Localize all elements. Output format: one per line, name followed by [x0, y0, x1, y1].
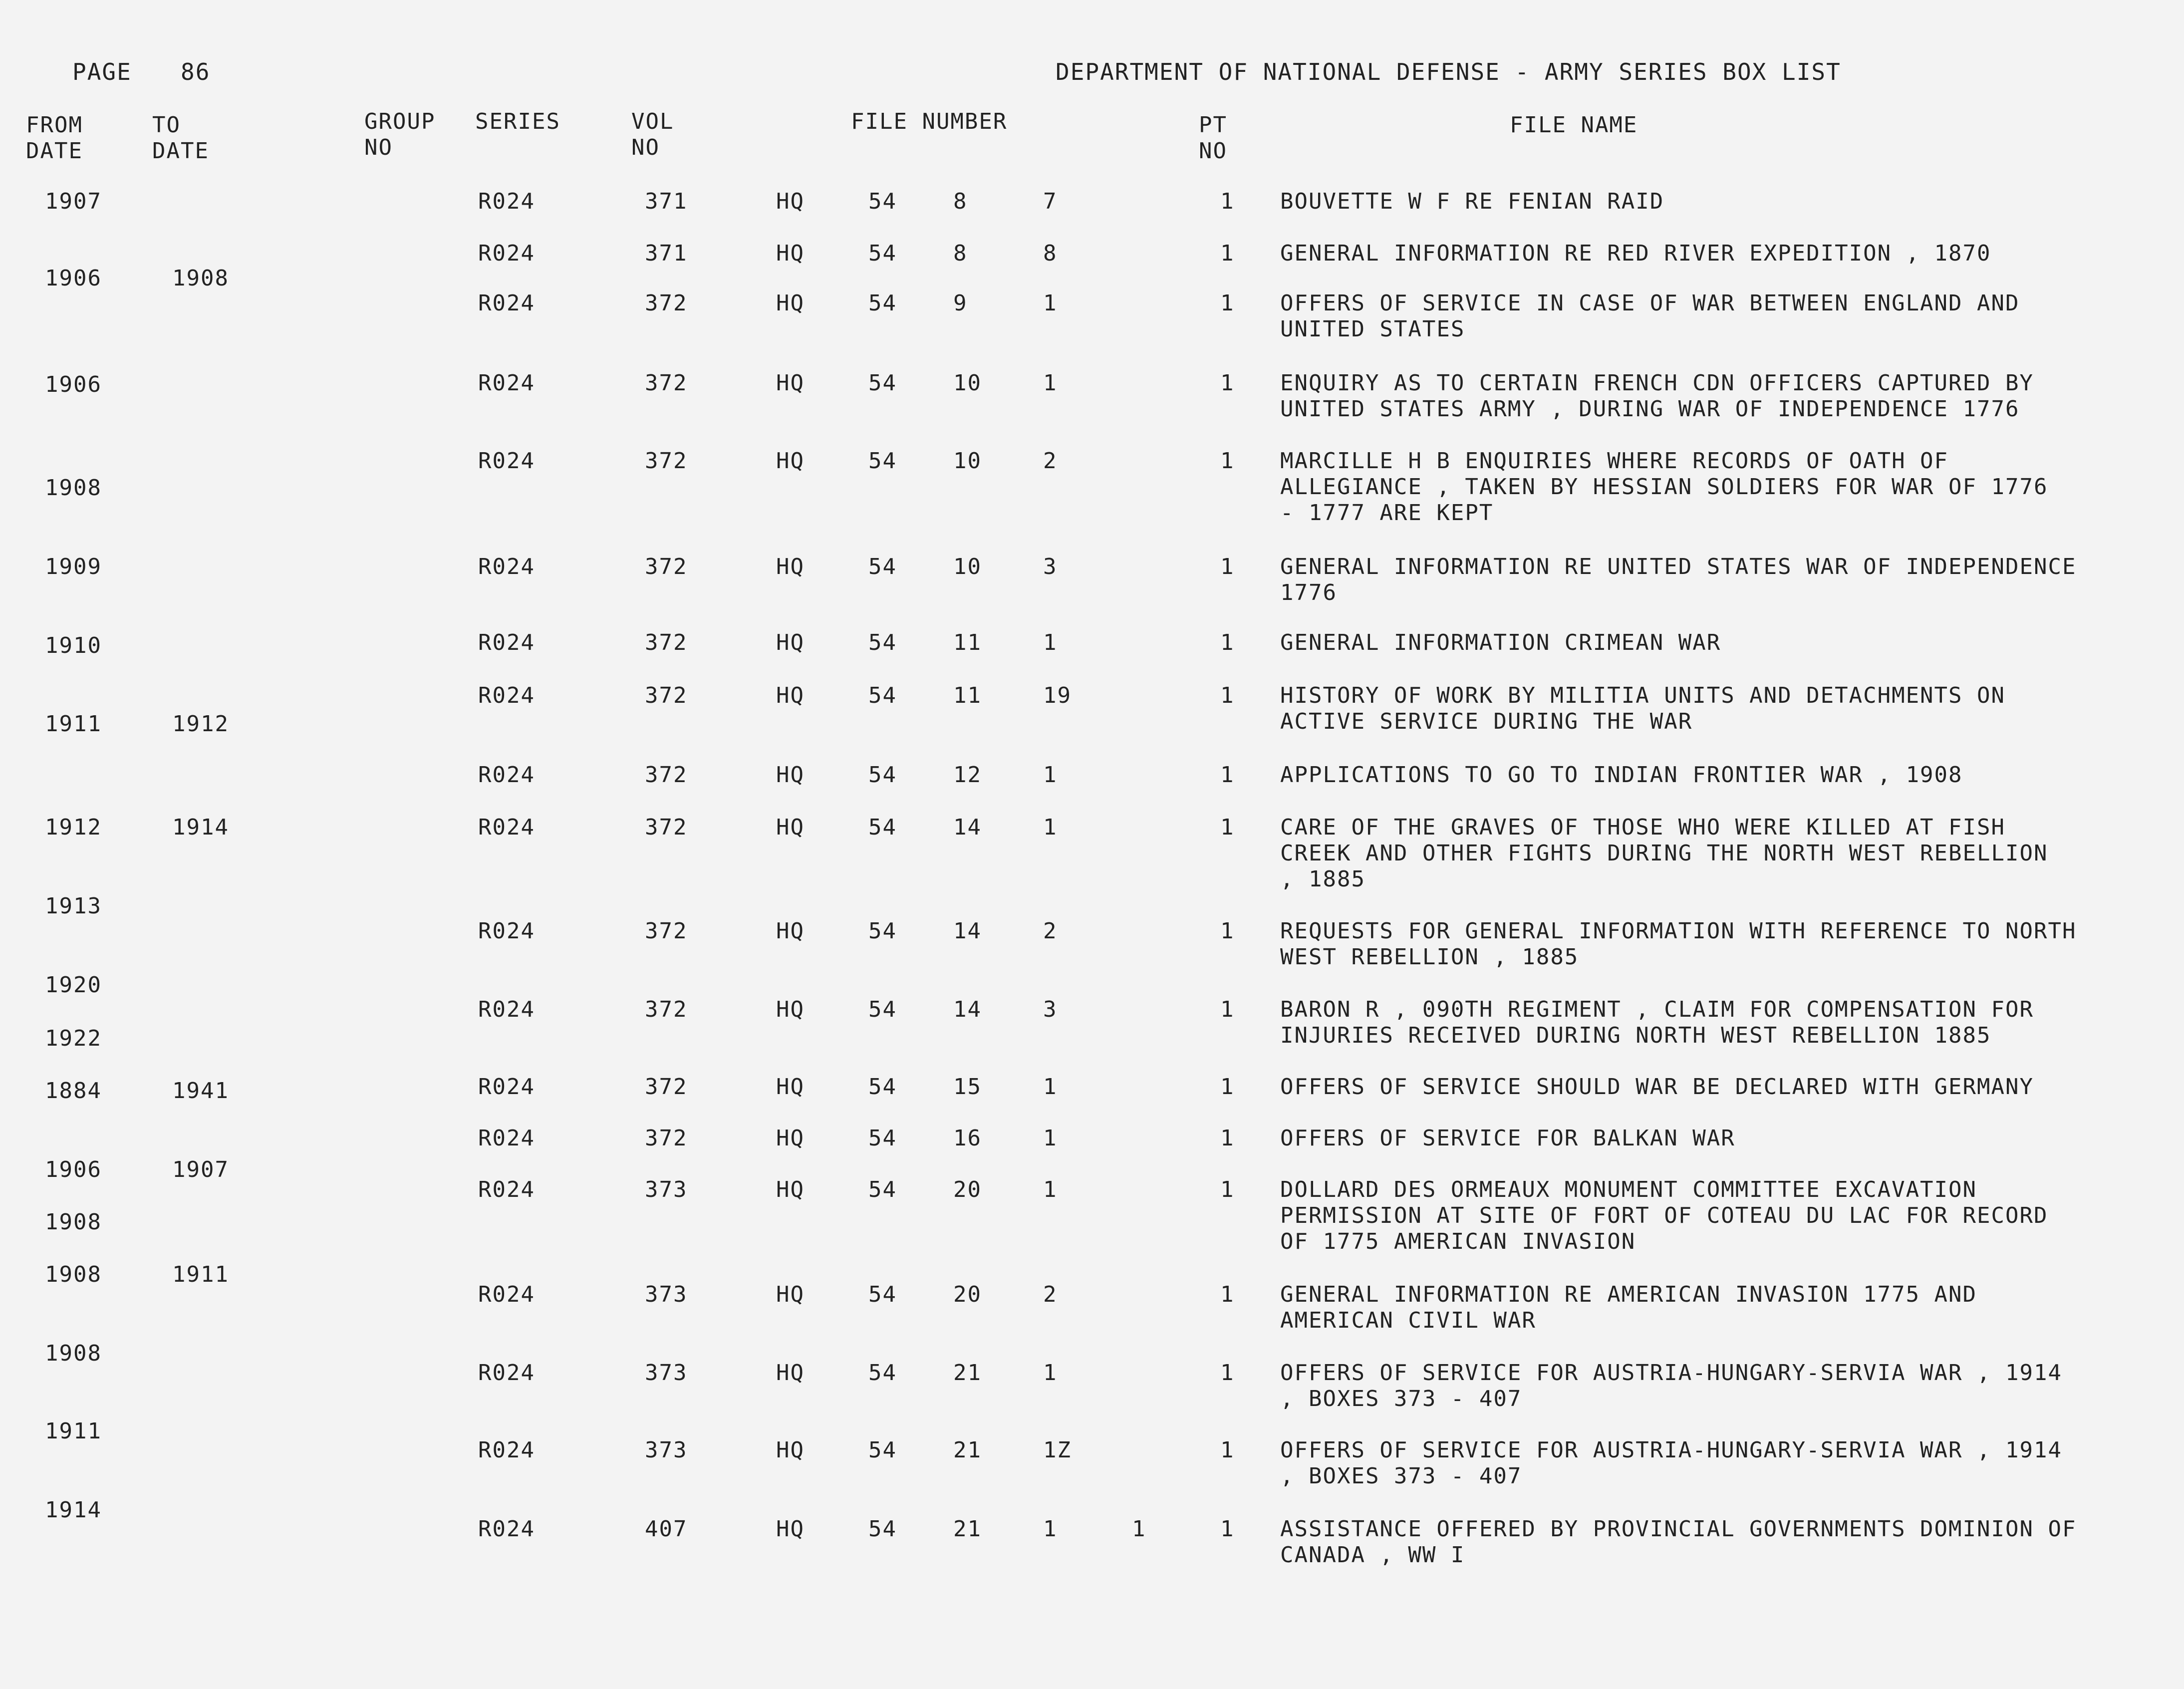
col-header-file-name: FILE NAME	[1510, 112, 1638, 138]
file-number-part-4: 1	[1043, 1074, 1058, 1100]
to-date: 1907	[172, 1157, 229, 1182]
file-number-part-4: 1	[1043, 1360, 1058, 1386]
from-date: 1914	[45, 1497, 102, 1523]
file-number-part-2: 54	[868, 815, 897, 840]
pt-no-cell: 1	[1220, 815, 1235, 840]
vol-no-cell: 372	[645, 554, 688, 579]
file-name-line: GENERAL INFORMATION CRIMEAN WAR	[1280, 630, 1721, 655]
col-header-vol-no-line2: NO	[631, 135, 660, 160]
file-number-part-1: HQ	[776, 1516, 805, 1542]
pt-no-cell: 1	[1220, 1360, 1235, 1386]
file-number-part-3: 9	[953, 290, 968, 316]
file-number-part-3: 21	[953, 1516, 982, 1542]
file-number-part-2: 54	[868, 918, 897, 944]
file-number-part-3: 10	[953, 370, 982, 396]
pt-no-cell: 1	[1220, 1437, 1235, 1463]
file-name-line: BOUVETTE W F RE FENIAN RAID	[1280, 189, 1664, 214]
file-number-part-4: 2	[1043, 1282, 1058, 1307]
from-date: 1909	[45, 554, 102, 579]
file-number-part-1: HQ	[776, 630, 805, 655]
series-cell: R024	[478, 1282, 535, 1307]
from-date: 1906	[45, 266, 102, 291]
file-number-part-2: 54	[868, 554, 897, 579]
file-number-part-2: 54	[868, 762, 897, 788]
file-number-part-2: 54	[868, 448, 897, 474]
file-number-part-1: HQ	[776, 815, 805, 840]
vol-no-cell: 373	[645, 1360, 688, 1386]
file-name-line: ALLEGIANCE , TAKEN BY HESSIAN SOLDIERS FOR WAR OF 1776	[1280, 474, 2048, 500]
file-name-line: ACTIVE SERVICE DURING THE WAR	[1280, 709, 1693, 734]
vol-no-cell: 372	[645, 448, 688, 474]
vol-no-cell: 372	[645, 1074, 688, 1100]
series-cell: R024	[478, 630, 535, 655]
file-number-part-4: 1	[1043, 815, 1058, 840]
file-number-part-1: HQ	[776, 554, 805, 579]
pt-no-cell: 1	[1220, 370, 1235, 396]
file-number-part-2: 54	[868, 1360, 897, 1386]
file-name-line: DOLLARD DES ORMEAUX MONUMENT COMMITTEE EXCAVATION	[1280, 1177, 1977, 1202]
file-number-part-1: HQ	[776, 1437, 805, 1463]
file-number-part-4: 1	[1043, 1177, 1058, 1202]
file-number-part-2: 54	[868, 683, 897, 708]
from-date: 1911	[45, 1418, 102, 1444]
series-cell: R024	[478, 1360, 535, 1386]
vol-no-cell: 371	[645, 189, 688, 214]
col-header-vol-no-line1: VOL	[631, 109, 674, 134]
from-date: 1907	[45, 189, 102, 214]
file-number-part-3: 21	[953, 1360, 982, 1386]
vol-no-cell: 371	[645, 241, 688, 266]
file-number-part-3: 11	[953, 683, 982, 708]
from-date: 1908	[45, 1209, 102, 1235]
vol-no-cell: 372	[645, 815, 688, 840]
series-cell: R024	[478, 189, 535, 214]
series-cell: R024	[478, 1177, 535, 1202]
file-number-part-1: HQ	[776, 290, 805, 316]
pt-no-cell: 1	[1220, 290, 1235, 316]
file-number-part-2: 54	[868, 1177, 897, 1202]
col-header-from-date-line1: FROM	[26, 112, 83, 138]
file-number-part-1: HQ	[776, 997, 805, 1022]
file-name-line: PERMISSION AT SITE OF FORT OF COTEAU DU LAC FOR RECORD	[1280, 1203, 2048, 1228]
file-number-part-1: HQ	[776, 1126, 805, 1151]
file-name-line: REQUESTS FOR GENERAL INFORMATION WITH REFERENCE TO NORTH	[1280, 918, 2077, 944]
file-number-part-1: HQ	[776, 370, 805, 396]
file-number-part-3: 20	[953, 1282, 982, 1307]
file-name-line: , 1885	[1280, 866, 1365, 892]
file-number-part-2: 54	[868, 1437, 897, 1463]
file-name-line: - 1777 ARE KEPT	[1280, 500, 1494, 526]
file-number-part-3: 16	[953, 1126, 982, 1151]
series-cell: R024	[478, 918, 535, 944]
file-number-part-1: HQ	[776, 189, 805, 214]
pt-no-cell: 1	[1220, 762, 1235, 788]
file-number-part-1: HQ	[776, 1360, 805, 1386]
file-number-part-2: 54	[868, 630, 897, 655]
file-number-part-1: HQ	[776, 448, 805, 474]
file-name-line: UNITED STATES ARMY , DURING WAR OF INDEPENDENCE 1776	[1280, 396, 2020, 422]
file-number-part-4: 7	[1043, 189, 1058, 214]
file-name-line: , BOXES 373 - 407	[1280, 1386, 1522, 1411]
vol-no-cell: 407	[645, 1516, 688, 1542]
series-cell: R024	[478, 448, 535, 474]
from-date: 1910	[45, 633, 102, 658]
page-label: PAGE	[72, 58, 132, 85]
file-number-part-4: 1	[1043, 630, 1058, 655]
pt-no-cell: 1	[1220, 997, 1235, 1022]
series-cell: R024	[478, 683, 535, 708]
to-date: 1914	[172, 815, 229, 840]
from-date: 1884	[45, 1078, 102, 1104]
col-header-pt-no-line2: NO	[1199, 138, 1227, 164]
file-number-part-4: 3	[1043, 554, 1058, 579]
vol-no-cell: 372	[645, 683, 688, 708]
file-number-part-4: 2	[1043, 448, 1058, 474]
pt-no-cell: 1	[1220, 1516, 1235, 1542]
pt-no-cell: 1	[1220, 554, 1235, 579]
series-cell: R024	[478, 762, 535, 788]
file-name-line: OFFERS OF SERVICE FOR AUSTRIA-HUNGARY-SERVIA WAR , 1914	[1280, 1360, 2062, 1386]
file-number-part-3: 20	[953, 1177, 982, 1202]
file-number-part-4: 19	[1043, 683, 1072, 708]
file-number-part-3: 14	[953, 997, 982, 1022]
file-number-part-5: 1	[1132, 1516, 1146, 1542]
file-name-line: GENERAL INFORMATION RE RED RIVER EXPEDITION , 1870	[1280, 241, 1991, 266]
from-date: 1908	[45, 1341, 102, 1366]
to-date: 1912	[172, 711, 229, 737]
file-name-line: OF 1775 AMERICAN INVASION	[1280, 1229, 1636, 1254]
file-name-line: MARCILLE H B ENQUIRIES WHERE RECORDS OF OATH OF	[1280, 448, 1949, 474]
file-name-line: INJURIES RECEIVED DURING NORTH WEST REBELLION 1885	[1280, 1023, 1991, 1048]
from-date: 1908	[45, 1262, 102, 1287]
col-header-group-no-line2: NO	[364, 135, 393, 160]
file-number-part-1: HQ	[776, 241, 805, 266]
pt-no-cell: 1	[1220, 918, 1235, 944]
file-name-line: AMERICAN CIVIL WAR	[1280, 1308, 1536, 1333]
vol-no-cell: 372	[645, 370, 688, 396]
file-name-line: CARE OF THE GRAVES OF THOSE WHO WERE KILLED AT FISH	[1280, 815, 2006, 840]
col-header-to-date-line1: TO	[152, 112, 181, 138]
vol-no-cell: 372	[645, 630, 688, 655]
file-number-part-2: 54	[868, 1516, 897, 1542]
file-number-part-2: 54	[868, 189, 897, 214]
col-header-group-no-line1: GROUP	[364, 109, 436, 134]
file-name-line: OFFERS OF SERVICE FOR AUSTRIA-HUNGARY-SERVIA WAR , 1914	[1280, 1437, 2062, 1463]
series-cell: R024	[478, 997, 535, 1022]
file-number-part-2: 54	[868, 1282, 897, 1307]
series-cell: R024	[478, 1437, 535, 1463]
pt-no-cell: 1	[1220, 1282, 1235, 1307]
file-number-part-2: 54	[868, 997, 897, 1022]
series-cell: R024	[478, 554, 535, 579]
vol-no-cell: 372	[645, 290, 688, 316]
file-number-part-4: 2	[1043, 918, 1058, 944]
file-name-line: HISTORY OF WORK BY MILITIA UNITS AND DETACHMENTS ON	[1280, 683, 2006, 708]
vol-no-cell: 373	[645, 1437, 688, 1463]
file-number-part-2: 54	[868, 370, 897, 396]
file-name-line: OFFERS OF SERVICE FOR BALKAN WAR	[1280, 1126, 1735, 1151]
file-number-part-3: 10	[953, 448, 982, 474]
from-date: 1908	[45, 475, 102, 501]
file-name-line: 1776	[1280, 580, 1337, 605]
pt-no-cell: 1	[1220, 630, 1235, 655]
file-name-line: ENQUIRY AS TO CERTAIN FRENCH CDN OFFICERS CAPTURED BY	[1280, 370, 2034, 396]
file-number-part-1: HQ	[776, 1074, 805, 1100]
file-number-part-2: 54	[868, 290, 897, 316]
pt-no-cell: 1	[1220, 1074, 1235, 1100]
file-number-part-2: 54	[868, 1074, 897, 1100]
file-name-line: , BOXES 373 - 407	[1280, 1463, 1522, 1489]
file-name-line: GENERAL INFORMATION RE UNITED STATES WAR OF INDEPENDENCE	[1280, 554, 2077, 579]
series-cell: R024	[478, 241, 535, 266]
pt-no-cell: 1	[1220, 683, 1235, 708]
vol-no-cell: 372	[645, 997, 688, 1022]
file-number-part-3: 12	[953, 762, 982, 788]
file-name-line: CANADA , WW I	[1280, 1542, 1465, 1568]
file-number-part-1: HQ	[776, 762, 805, 788]
vol-no-cell: 373	[645, 1282, 688, 1307]
from-date: 1922	[45, 1026, 102, 1051]
file-name-line: WEST REBELLION , 1885	[1280, 944, 1579, 970]
from-date: 1913	[45, 893, 102, 919]
file-number-part-1: HQ	[776, 1282, 805, 1307]
file-number-part-1: HQ	[776, 1177, 805, 1202]
pt-no-cell: 1	[1220, 241, 1235, 266]
file-number-part-3: 14	[953, 918, 982, 944]
file-name-line: GENERAL INFORMATION RE AMERICAN INVASION 1775 AND	[1280, 1282, 1977, 1307]
series-cell: R024	[478, 370, 535, 396]
file-number-part-4: 1	[1043, 762, 1058, 788]
file-number-part-3: 21	[953, 1437, 982, 1463]
series-cell: R024	[478, 290, 535, 316]
file-number-part-2: 54	[868, 1126, 897, 1151]
col-header-series: SERIES	[475, 109, 560, 134]
file-name-line: ASSISTANCE OFFERED BY PROVINCIAL GOVERNMENTS DOMINION OF	[1280, 1516, 2077, 1542]
series-cell: R024	[478, 1074, 535, 1100]
file-number-part-1: HQ	[776, 683, 805, 708]
col-header-to-date-line2: DATE	[152, 138, 209, 164]
pt-no-cell: 1	[1220, 1177, 1235, 1202]
from-date: 1906	[45, 1157, 102, 1182]
file-number-part-2: 54	[868, 241, 897, 266]
col-header-from-date-line2: DATE	[26, 138, 83, 164]
file-number-part-4: 1	[1043, 1126, 1058, 1151]
from-date: 1920	[45, 972, 102, 998]
file-name-line: CREEK AND OTHER FIGHTS DURING THE NORTH WEST REBELLION	[1280, 841, 2048, 866]
vol-no-cell: 372	[645, 1126, 688, 1151]
file-number-part-4: 1	[1043, 1516, 1058, 1542]
from-date: 1912	[45, 815, 102, 840]
file-number-part-4: 1Z	[1043, 1437, 1072, 1463]
file-number-part-4: 1	[1043, 290, 1058, 316]
vol-no-cell: 373	[645, 1177, 688, 1202]
pt-no-cell: 1	[1220, 189, 1235, 214]
col-header-file-number: FILE NUMBER	[851, 109, 1008, 134]
file-number-part-4: 8	[1043, 241, 1058, 266]
page-title: DEPARTMENT OF NATIONAL DEFENSE - ARMY SERIES BOX LIST	[1056, 58, 1841, 85]
file-number-part-1: HQ	[776, 918, 805, 944]
pt-no-cell: 1	[1220, 448, 1235, 474]
series-cell: R024	[478, 1126, 535, 1151]
file-name-line: UNITED STATES	[1280, 316, 1465, 342]
file-number-part-4: 3	[1043, 997, 1058, 1022]
vol-no-cell: 372	[645, 918, 688, 944]
file-number-part-3: 15	[953, 1074, 982, 1100]
file-number-part-3: 8	[953, 189, 968, 214]
series-cell: R024	[478, 815, 535, 840]
file-number-part-3: 14	[953, 815, 982, 840]
file-name-line: OFFERS OF SERVICE IN CASE OF WAR BETWEEN ENGLAND AND	[1280, 290, 2020, 316]
file-number-part-3: 8	[953, 241, 968, 266]
file-number-part-3: 11	[953, 630, 982, 655]
to-date: 1908	[172, 266, 229, 291]
from-date: 1911	[45, 711, 102, 737]
to-date: 1941	[172, 1078, 229, 1104]
file-number-part-4: 1	[1043, 370, 1058, 396]
file-name-line: APPLICATIONS TO GO TO INDIAN FRONTIER WAR , 1908	[1280, 762, 1963, 788]
file-name-line: OFFERS OF SERVICE SHOULD WAR BE DECLARED WITH GERMANY	[1280, 1074, 2034, 1100]
page-number: 86	[181, 58, 211, 85]
col-header-pt-no-line1: PT	[1199, 112, 1227, 138]
file-name-line: BARON R , 090TH REGIMENT , CLAIM FOR COMPENSATION FOR	[1280, 997, 2034, 1022]
series-cell: R024	[478, 1516, 535, 1542]
file-number-part-3: 10	[953, 554, 982, 579]
pt-no-cell: 1	[1220, 1126, 1235, 1151]
to-date: 1911	[172, 1262, 229, 1287]
from-date: 1906	[45, 372, 102, 397]
vol-no-cell: 372	[645, 762, 688, 788]
